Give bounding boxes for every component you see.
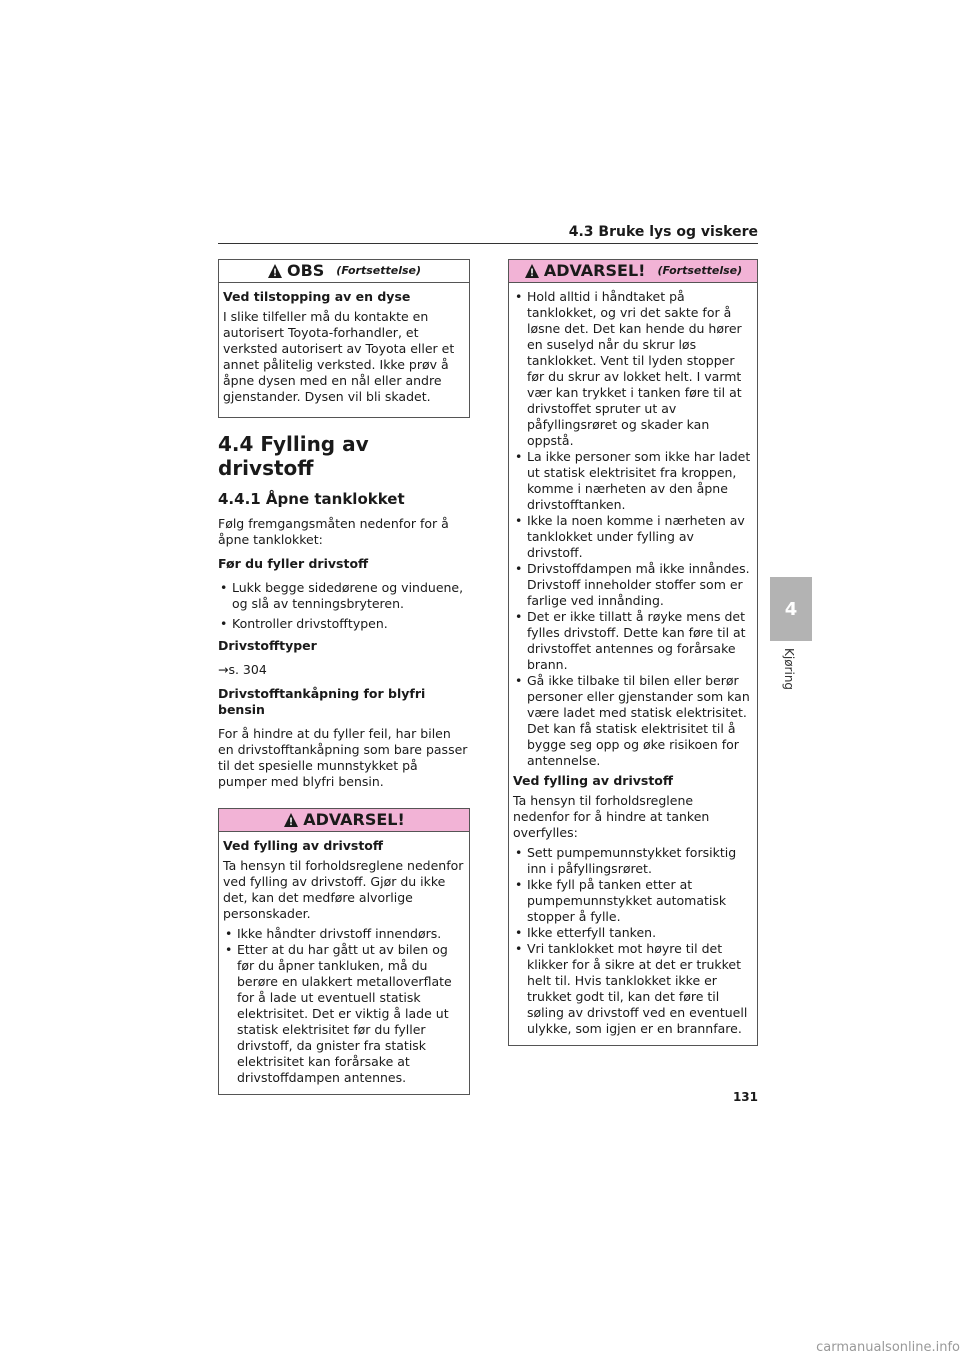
- before-fill-heading: Før du fyller drivstoff: [218, 556, 369, 571]
- watermark: carmanualsonline.info: [816, 1340, 960, 1355]
- warning-body: [219, 832, 469, 1094]
- chapter-label: Kjøring: [782, 648, 796, 691]
- list-item: • La ikke personer som ikke har ladet ut statisk elektrisitet fra kroppen, komme i nærheten av den åpne drivstofftanken.: [513, 449, 753, 513]
- obs-box: [218, 259, 470, 418]
- obs-box-header: [219, 260, 469, 283]
- warning-list: [513, 289, 753, 769]
- section-title: 4.4 Fylling av drivstoff: [218, 432, 369, 480]
- warning-box-header: [509, 260, 757, 283]
- list-item: • Gå ikke tilbake til bilen eller berør personer eller gjenstander som kan være ladet med statisk elektrisitet. Det kan få statisk elektrisitet til å bygge seg opp og øke risikoen for antennelse.: [513, 673, 753, 769]
- warning-body: [509, 283, 757, 1045]
- warning-icon: [267, 263, 283, 279]
- list-item: • Ikke håndter drivstoff innendørs.: [223, 926, 465, 942]
- intro-text: Følg fremgangsmåten nedenfor for å åpne tanklokket:: [218, 516, 449, 547]
- warning-box-header: [219, 809, 469, 832]
- obs-body: [219, 283, 469, 417]
- list-item: • Kontroller drivstofftypen.: [218, 616, 470, 632]
- warning-subheading: Ved fylling av drivstoff: [513, 773, 674, 788]
- warning-continued: (Fortsettelse): [657, 264, 743, 277]
- warning-box-right: [508, 259, 758, 1046]
- list-item: • Ikke la noen komme i nærheten av tanklokket under fylling av drivstoff.: [513, 513, 753, 561]
- list-item: • Sett pumpemunnstykket forsiktig inn i påfyllingsrøret.: [513, 845, 753, 877]
- right-column: [508, 259, 758, 1046]
- warning-text: Ta hensyn til forholdsreglene nedenfor ved fylling av drivstoff. Gjør du ikke det, kan det medføre alvorlige personskader.: [223, 858, 464, 921]
- list-item: • Etter at du har gått ut av bilen og før du åpner tankluken, må du berøre en ulakkert metalloverflate for å lade ut eventuell statisk elektrisitet. Det er viktig å lade ut statisk elektrisitet før du fyller drivstoff, da gnister fra statisk elektrisitet kan forårsake at drivstoffdampen antennes.: [223, 942, 465, 1086]
- warning-list-2: [513, 845, 753, 1037]
- fuel-types-heading: Drivstofftyper: [218, 638, 317, 653]
- warning-title: ADVARSEL!: [303, 810, 405, 829]
- before-fill-list: [218, 580, 470, 632]
- left-column: [218, 259, 470, 1095]
- list-item: • Det er ikke tillatt å røyke mens det fylles drivstoff. Dette kan føre til at drivstoffet antennes og forårsake brann.: [513, 609, 753, 673]
- obs-title: OBS: [286, 261, 325, 280]
- obs-text: I slike tilfeller må du kontakte en autorisert Toyota-forhandler, et verksted autorisert av Toyota eller et annet pålitelig verksted. Ikke prøv å åpne dysen med en nål eller andre gjenstander. Dysen vil bli skadet.: [223, 309, 455, 404]
- warning-box-left: [218, 808, 470, 1095]
- chapter-tab[interactable]: 4: [770, 577, 812, 641]
- list-item: • Ikke fyll på tanken etter at pumpemunnstykket automatisk stopper å fylle.: [513, 877, 753, 925]
- obs-continued: (Fortsettelse): [336, 264, 422, 277]
- subsection-title: 4.4.1 Åpne tanklokket: [218, 490, 405, 508]
- list-item: • Ikke etterfyll tanken.: [513, 925, 753, 941]
- warning-title: ADVARSEL!: [543, 261, 646, 280]
- list-item: • Vri tanklokket mot høyre til det klikker for å sikre at det er trukket helt til. Hvis tanklokket ikke er trukket godt til, kan det føre til søling av drivstoff ved en eventuell ulykke, som igjen er en brannfare.: [513, 941, 753, 1037]
- opening-text: For å hindre at du fyller feil, har bilen en drivstofftankåpning som bare passer til det spesielle munnstykket på pumper med blyfri bensin.: [218, 726, 468, 789]
- warning-icon: [524, 263, 540, 279]
- warning-subheading: Ved fylling av drivstoff: [223, 838, 384, 853]
- warning-list: [223, 926, 465, 1086]
- list-item: • Drivstoffdampen må ikke innåndes. Drivstoff inneholder stoffer som er farlige ved innånding.: [513, 561, 753, 609]
- section-header: 4.3 Bruke lys og viskere: [218, 224, 758, 244]
- list-item: • Lukk begge sidedørene og vinduene, og slå av tenningsbryteren.: [218, 580, 470, 612]
- obs-subheading: Ved tilstopping av en dyse: [223, 289, 411, 304]
- warning-icon: [283, 812, 299, 828]
- warning-text: Ta hensyn til forholdsreglene nedenfor for å hindre at tanken overfylles:: [513, 793, 710, 840]
- fuel-types-ref[interactable]: →s. 304: [218, 662, 267, 677]
- opening-heading: Drivstofftankåpning for blyfri bensin: [218, 686, 426, 717]
- page-number: 131: [732, 1090, 758, 1104]
- list-item: • Hold alltid i håndtaket på tanklokket, og vri det sakte for å løsne det. Det kan hende du hører en suselyd når du skrur løs tanklokket. Vent til lyden stopper før du skrur av lokket helt. I varmt vær kan trykket i tanken føre til at drivstoffet spruter ut av påfyllingsrøret og skader kan oppstå.: [513, 289, 753, 449]
